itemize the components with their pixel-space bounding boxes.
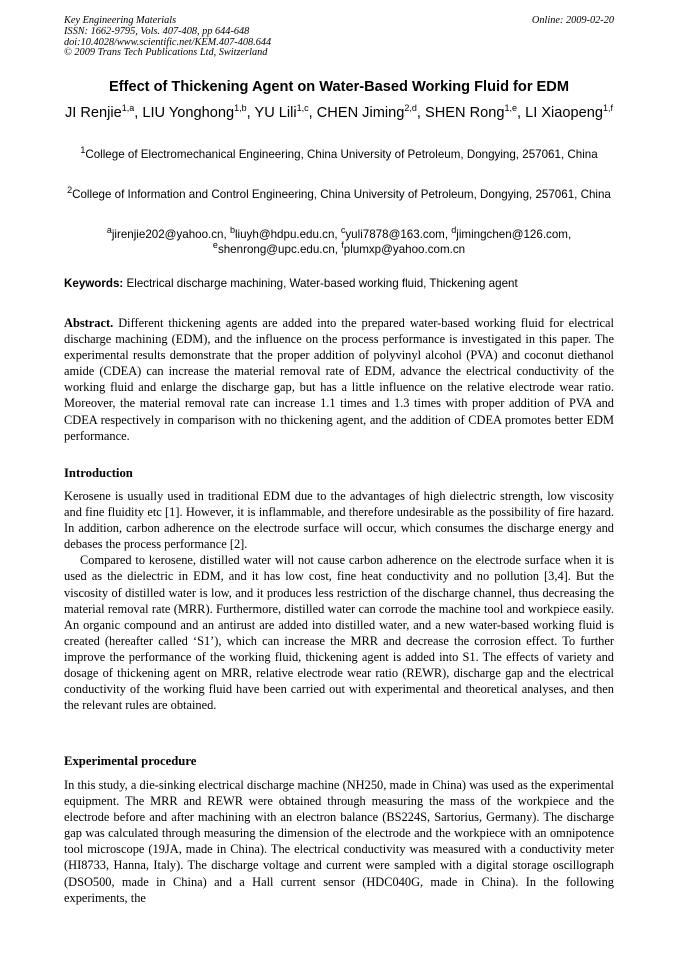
author-sup: 1,a	[121, 103, 135, 114]
introduction-heading: Introduction	[64, 466, 133, 480]
author-list: JI Renjie$^{1,a}$, LIU Yonghong$^{1,b}$, YU Lili$^{1,c}$, CHEN Jiming$^{2,d}$, SHEN Rong$^{1,e}$, LI Xiaopeng$^{1,f}$	[64, 103, 614, 121]
keywords-text: Electrical discharge machining, Water-based working fluid, Thickening agent	[126, 277, 518, 290]
doi-line: doi:10.4028/www.scientific.net/KEM.407-408.644	[64, 36, 272, 48]
paragraph: In this study, a die-sinking electrical discharge machine (NH250, made in China) was used as the experimental equipment. The MRR and REWR were obtained through measuring the mass of the workpiece and the electrode before and after machining with an electron balance (BS224S, Sartorius, Germany). The discharge gap was calculated through measuring the dimension of the electrode and the workpiece with an omnipotence tool microscope (19JA, made in China). The electrical conductivity was measured with a conductivity meter (HI8733, Hanna, Italy). The discharge voltage and current were sampled with a digital storage oscillograph (DSO500, made in China) and a Hall current sensor (HDC040G, made in China). In the following experiments, the	[64, 778, 614, 905]
author-sup: 1,c	[296, 103, 309, 114]
author-sup: 1,f	[603, 103, 614, 114]
email-sup: b	[229, 225, 235, 236]
email-list: $^a$jirenjie202@yahoo.cn, $^b$liuyh@hdpu.edu.cn, $^c$yuli7878@163.com, $^d$jimingchen@126.com, $^e$shenrong@upc.edu.cn, $^f$plumxp@yahoo.com.cn	[106, 225, 572, 256]
email-address[interactable]: shenrong@upc.edu.cn	[217, 243, 335, 256]
author-sup: 2,d	[404, 103, 417, 114]
experimental-section	[64, 777, 614, 906]
affiliation-1	[64, 147, 614, 163]
email-sup: d	[451, 225, 457, 236]
affiliation-2	[64, 187, 614, 203]
email-sup: c	[340, 225, 346, 236]
introduction-section	[64, 488, 614, 713]
author-name: LI Xiaopeng	[525, 105, 603, 121]
email-address[interactable]: yuli7878@163.com	[345, 228, 445, 241]
keywords-label: Keywords:	[64, 277, 124, 290]
paragraph: Kerosene is usually used in traditional EDM due to the advantages of high dielectric strength, low viscosity and fine fluidity etc [1]. However, it is inflammable, and therefore undesirable as the possibility of fire hazard. In addition, carbon adherence on the electrode surface will occur, which consumes the discharge energy and debases the process performance [2].	[64, 489, 614, 552]
email-sup: a	[106, 225, 112, 236]
author-name: LIU Yonghong	[142, 105, 235, 121]
email-address[interactable]: plumxp@yahoo.com.cn	[343, 243, 466, 256]
email-address[interactable]: jirenjie202@yahoo.cn	[111, 228, 224, 241]
experimental-heading: Experimental procedure	[64, 754, 197, 768]
journal-header	[64, 16, 614, 59]
paper-title: Effect of Thickening Agent on Water-Based Working Fluid for EDM	[109, 79, 569, 95]
affiliation-sup: 2	[67, 185, 73, 196]
email-sup: f	[341, 240, 344, 251]
author-name: CHEN Jiming	[316, 105, 405, 121]
author-sup: 1,e	[504, 103, 517, 114]
email-address[interactable]: jimingchen@126.com	[456, 228, 568, 241]
journal-name: Key Engineering Materials	[64, 15, 177, 26]
abstract-label: Abstract.	[64, 316, 114, 330]
author-sup: 1,b	[234, 103, 247, 114]
email-sup: e	[212, 240, 218, 251]
author-name: JI Renjie	[64, 105, 122, 121]
issn-line: ISSN: 1662-9795, Vols. 407-408, pp 644-648	[64, 25, 250, 37]
online-date: Online: 2009-02-20	[531, 15, 614, 26]
keywords	[64, 276, 614, 291]
author-name: SHEN Rong	[424, 105, 505, 121]
paragraph: Compared to kerosene, distilled water will not cause carbon adherence on the electrode surface when it is used as the dielectric in EDM, and it has low cost, fine heat conductivity and no pollution [3,4]. But the viscosity of distilled water is low, and it produces less restriction of the discharge channel, thus decreasing the material removal rate (MRR). Furthermore, distilled water can corrode the machine tool and workpiece easily. An organic compound and an antirust are added into distilled water, and a new water-based working fluid is created (hereafter called ‘S1’), which can increase the MRR and decrease the corrosion effect. To further improve the performance of the working fluid, thickening agent is added into S1. The effects of variety and dosage of thickening agent on MRR, relative electrode wear ratio (REWR), discharge gap and the electrical conductivity of the working fluid have been carried out with experimental and theoretical analyses, and then the relevant rules are obtained.	[64, 553, 614, 713]
abstract	[64, 315, 614, 444]
author-name: YU Lili	[254, 105, 297, 121]
abstract-text: Different thickening agents are added into the prepared water-based working fluid for electrical discharge machining (EDM), and the influence on the process performance is investigated in this paper. The experimental results demonstrate that the proper addition of polyvinyl alcohol (PVA) and coconut diethanol amide (CDEA) can increase the material removal rate of EDM, advance the electrical conductivity of the working fluid and enlarge the discharge gap, but has a little influence on the relative electrode wear ratio. Moreover, the material removal rate can increase 1.1 times and 1.3 times with proper addition of PVA and CDEA respectively in comparison with no thickening agent, and the addition of CDEA promotes better EDM performance.	[64, 316, 614, 443]
email-address[interactable]: liuyh@hdpu.edu.cn	[234, 228, 335, 241]
affiliation-text: College of Information and Control Engineering, China University of Petroleum, Dongying, 257061, China	[72, 188, 611, 201]
copyright-line: © 2009 Trans Tech Publications Ltd, Switzerland	[64, 47, 268, 59]
affiliation-text: College of Electromechanical Engineering, China University of Petroleum, Dongying, 257061, China	[85, 148, 598, 161]
affiliation-sup: 1	[80, 145, 86, 156]
